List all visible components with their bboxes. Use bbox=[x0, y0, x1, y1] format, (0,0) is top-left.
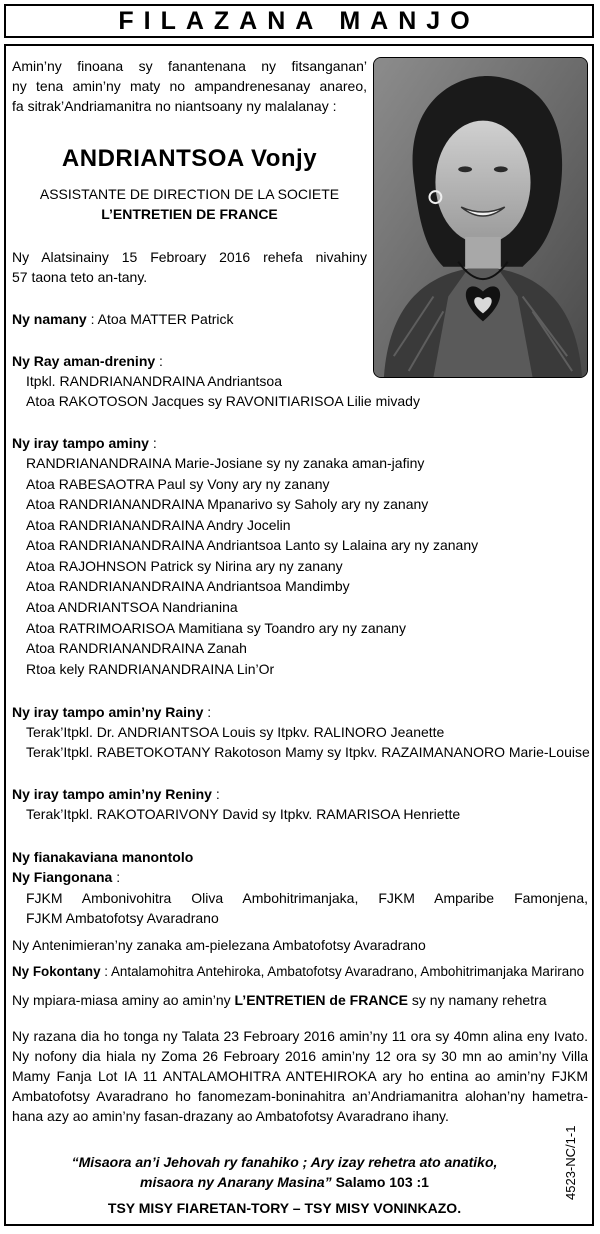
sibling-item: Atoa RANDRIANANDRAINA Andriantsoa Mandimby bbox=[26, 578, 350, 594]
intro-line-3: fa sitrak’Andriamanitra no niantsoany ny malalanay : bbox=[12, 98, 337, 114]
page-title: FILAZANA MANJO bbox=[4, 4, 594, 38]
verse-line-2: misaora ny Anarany Masina” Salamo 103 :1 bbox=[140, 1174, 429, 1190]
spouse-value: : Atoa MATTER Patrick bbox=[86, 311, 234, 327]
sibling-item: Atoa RABESAOTRA Paul sy Vony ary ny zanany bbox=[26, 476, 330, 492]
sibling-item: Atoa RANDRIANANDRAINA Mpanarivo sy Saholy ary ny zanany bbox=[26, 496, 429, 512]
sibling-item: Atoa RANDRIANANDRAINA Andriantsoa Lanto sy Lalaina ary ny zanany bbox=[26, 537, 479, 553]
father-sibling-item: Terak’Itpkl. RABETOKOTANY Rakotoson Mamy sy Itpkv. RAZAIMANANORO Marie-Louise bbox=[26, 744, 590, 760]
mother-sibling-item: Terak’Itpkl. RAKOTOARIVONY David sy Itpkv. RAMARISOA Henriette bbox=[26, 806, 461, 822]
father-siblings-heading: Ny iray tampo amin’ny Rainy : bbox=[12, 704, 212, 720]
deceased-role: ASSISTANTE DE DIRECTION DE LA SOCIETE bbox=[39, 186, 340, 202]
intro-line-2: ny tena amin’ny maty no ampandrenesanay anareo, bbox=[12, 78, 367, 94]
verse-line-1: “Misaora an’i Jehovah ry fanahiko ; Ary izay rehetra ato anatiko, bbox=[71, 1154, 498, 1170]
parents-label: Ny Ray aman-dreniny bbox=[12, 353, 156, 369]
funeral-line: Ny nofony dia hiala ny Zoma 26 Febroary 2016 amin’ny 12 ora sy 30 mn ao amin’ny Villa bbox=[12, 1048, 588, 1064]
parents-heading: Ny Ray aman-dreniny : bbox=[12, 353, 163, 369]
colleagues-company: L’ENTRETIEN de FRANCE bbox=[234, 992, 408, 1008]
sibling-item: Atoa RATRIMOARISOA Mamitiana sy Toandro ary ny zanany bbox=[26, 620, 406, 636]
footer-notice: TSY MISY FIARETAN-TORY – TSY MISY VONINKAZO. bbox=[107, 1200, 462, 1216]
siblings-label: Ny iray tampo aminy bbox=[12, 435, 149, 451]
father-sibling-item: Terak’Itpkl. Dr. ANDRIANTSOA Louis sy Itpkv. RALINORO Jeanette bbox=[26, 724, 445, 740]
verse-reference: Salamo 103 :1 bbox=[331, 1174, 429, 1190]
mother-siblings-label: Ny iray tampo amin’ny Reniny bbox=[12, 786, 212, 802]
spouse-label: Ny namany bbox=[12, 311, 87, 327]
deceased-name: ANDRIANTSOA Vonjy bbox=[61, 145, 318, 172]
ad-code: 4523-NC/1-1 bbox=[563, 1125, 578, 1200]
death-line-2: 57 taona teto an-tany. bbox=[12, 269, 148, 285]
mother-siblings-heading: Ny iray tampo amin’ny Reniny : bbox=[12, 786, 220, 802]
fokontany-value: : Antalamohitra Antehiroka, Ambatofotsy Avaradrano, Ambohitrimanjaka Marirano bbox=[100, 964, 585, 979]
sibling-item: Atoa RAJOHNSON Patrick sy Nirina ary ny zanany bbox=[26, 558, 343, 574]
sibling-item: Rtoa kely RANDRIANANDRAINA Lin’Or bbox=[26, 661, 275, 677]
parent-item: Atoa RAKOTOSON Jacques sy RAVONITIARISOA Lilie mivady bbox=[26, 393, 420, 409]
funeral-line: Mamy Fanja Lot IA 11 ANTALAMOHITRA ANTEHIROKA ary ho entina ao amin’ny FJKM bbox=[12, 1068, 588, 1084]
sibling-item: Atoa ANDRIANTSOA Nandrianina bbox=[26, 599, 238, 615]
sibling-item: RANDRIANANDRAINA Marie-Josiane sy ny zanaka aman-jafiny bbox=[26, 455, 425, 471]
church-line: FJKM Ambatofotsy Avaradrano bbox=[26, 910, 219, 926]
fokontany-label: Ny Fokontany bbox=[12, 964, 101, 979]
funeral-line: hana azy ao amin’ny fasan-drazany ao Ambatofotsy Avaradrano ihany. bbox=[12, 1108, 449, 1124]
funeral-line: Ambatofotsy Avaradrano ho fanomezam-boninahitra an’Andriamanitra alohan’ny hametra- bbox=[12, 1088, 588, 1104]
church-heading: Ny Fiangonana : bbox=[12, 869, 121, 885]
church-line: FJKM Ambonivohitra Oliva Ambohitrimanjaka, FJKM Amparibe Famonjena, bbox=[26, 890, 588, 906]
deceased-photo bbox=[373, 57, 588, 378]
father-siblings-label: Ny iray tampo amin’ny Rainy bbox=[12, 704, 204, 720]
fokontany-line bbox=[12, 962, 584, 982]
siblings-heading: Ny iray tampo aminy : bbox=[12, 435, 157, 451]
colleagues-line: Ny mpiara-miasa aminy ao amin’ny L’ENTRETIEN de FRANCE sy ny namany rehetra bbox=[12, 992, 547, 1008]
family-label: Ny fianakaviana manontolo bbox=[12, 849, 194, 865]
deceased-company: L’ENTRETIEN DE FRANCE bbox=[101, 206, 278, 222]
sibling-item: Atoa RANDRIANANDRAINA Andry Jocelin bbox=[26, 517, 291, 533]
sibling-item: Atoa RANDRIANANDRAINA Zanah bbox=[26, 640, 247, 656]
parent-item: Itpkl. RANDRIANANDRAINA Andriantsoa bbox=[26, 373, 282, 389]
church-label: Ny Fiangonana bbox=[12, 869, 113, 885]
funeral-line: Ny razana dia ho tonga ny Talata 23 Febroary 2016 amin’ny 11 ora sy 40mn alina eny Ivato. bbox=[12, 1028, 588, 1044]
neighbors-line: Ny Antenimieran’ny zanaka am-pielezana Ambatofotsy Avaradrano bbox=[12, 937, 426, 953]
spouse-line bbox=[12, 309, 233, 329]
death-line-1: Ny Alatsinainy 15 Febroary 2016 rehefa nivahiny bbox=[12, 249, 367, 265]
portrait-image bbox=[374, 58, 587, 377]
intro-line-1: Amin’ny finoana sy fanantenana ny fitsanganan’ bbox=[12, 58, 367, 74]
